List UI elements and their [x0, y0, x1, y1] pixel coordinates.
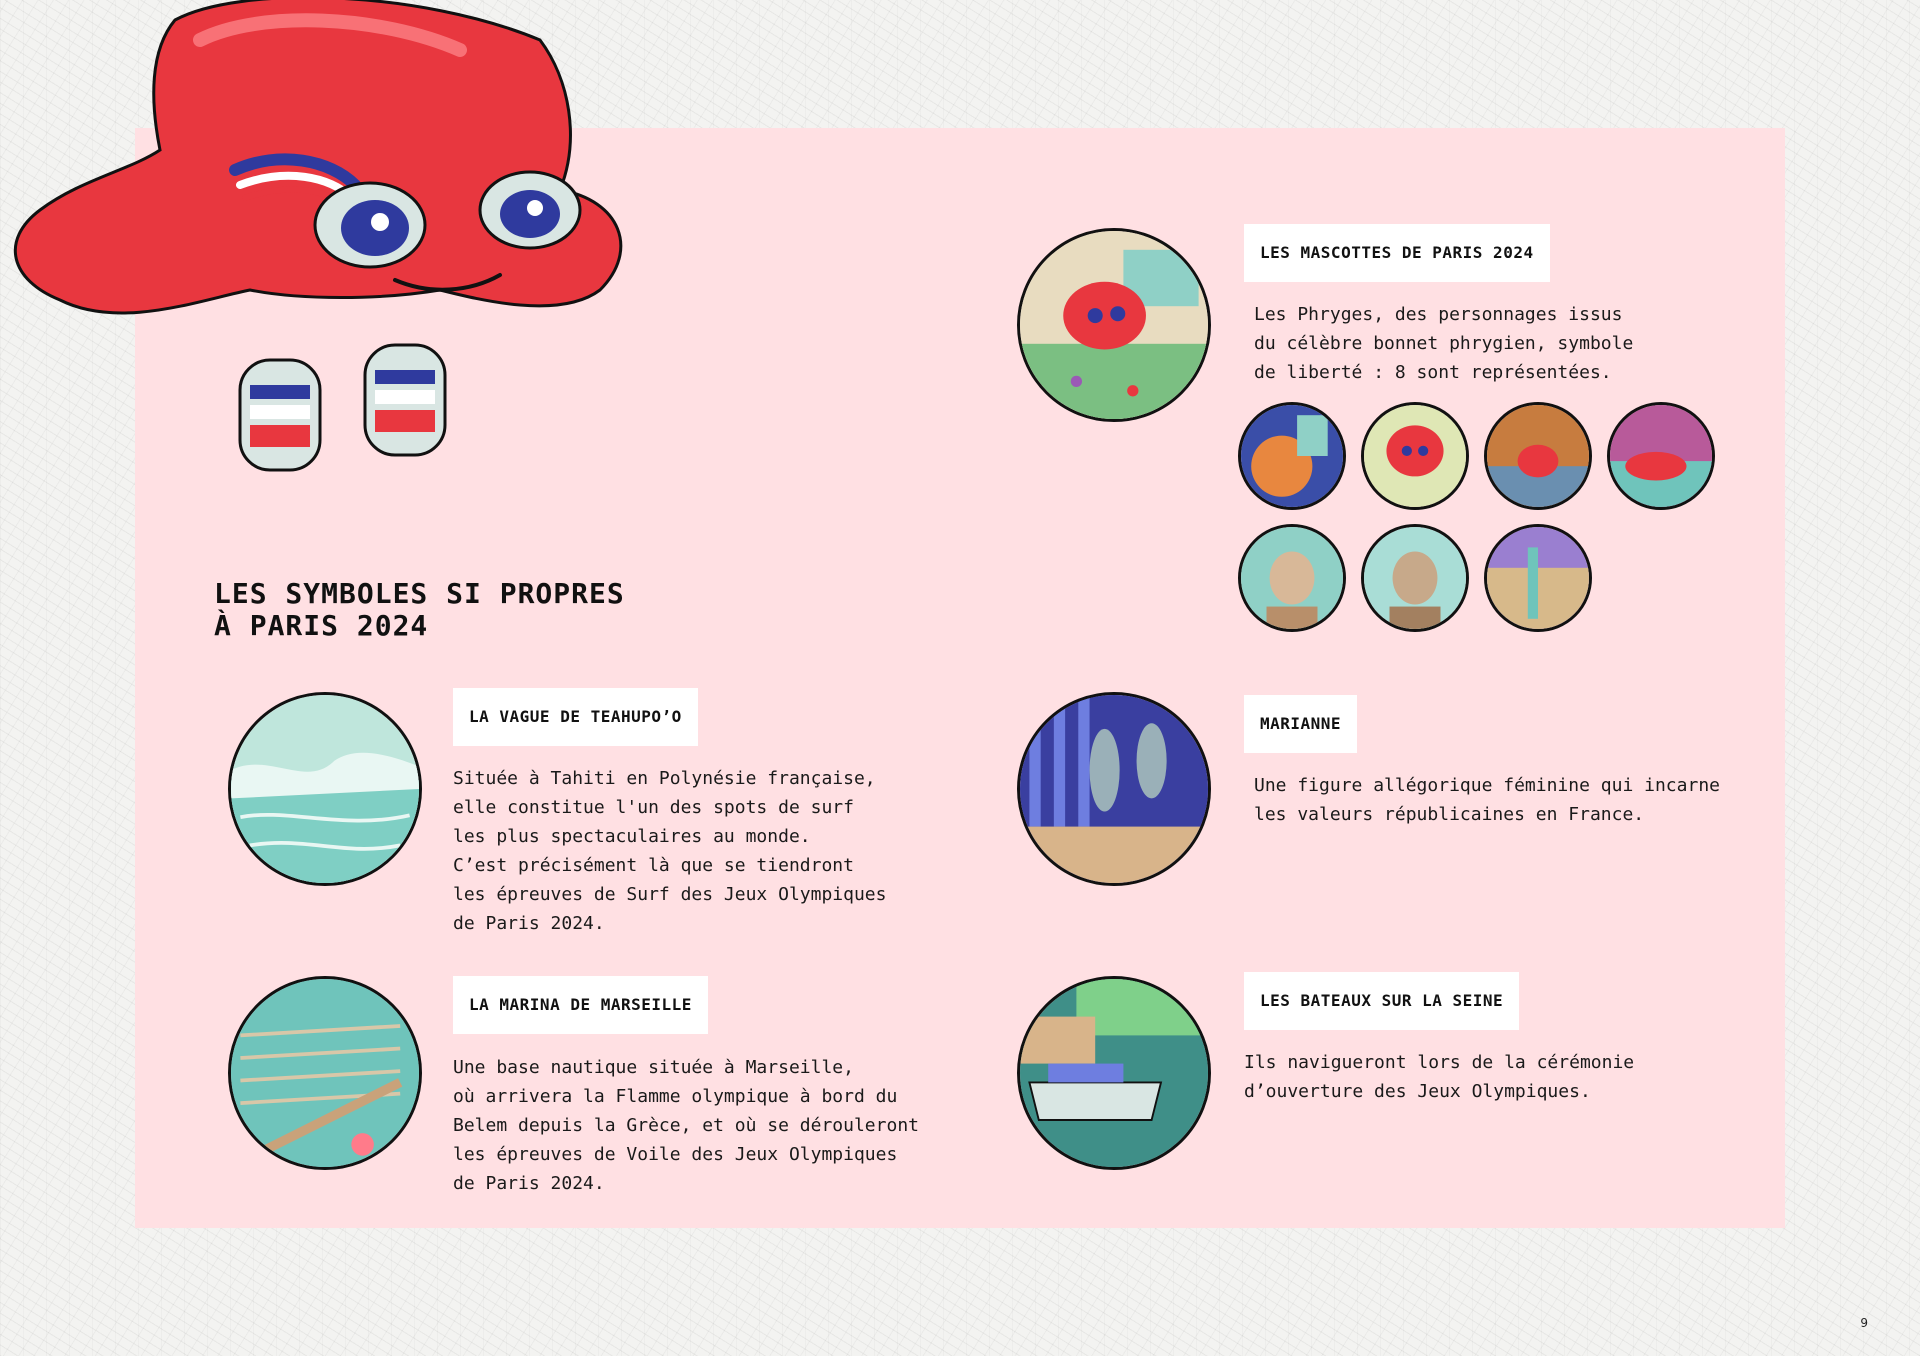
- marianne-illustration: [1017, 692, 1211, 886]
- boat-illustration: [1017, 976, 1211, 1170]
- text-marianne: Une figure allégorique féminine qui incarne les valeurs républicaines en France.: [1254, 775, 1720, 825]
- mascot-thumb-6: [1361, 524, 1469, 632]
- marina-illustration: [228, 976, 422, 1170]
- section-title: LES SYMBOLES SI PROPRES À PARIS 2024: [214, 577, 625, 642]
- mascot-thumb-5: [1238, 524, 1346, 632]
- mascot-thumb-2: [1361, 402, 1469, 510]
- page-number: 9: [1860, 1316, 1868, 1330]
- text-marina: Une base nautique située à Marseille, où arrivera la Flamme olympique à bord du Belem depuis la Grèce, et où se dérouleront les épreuves de Voile des Jeux Olympiques de Paris 2024.: [453, 1057, 919, 1194]
- mascot-thumb-4: [1607, 402, 1715, 510]
- text-mascottes: Les Phryges, des personnages issus du célèbre bonnet phrygien, symbole de liberté : 8 sont représentées.: [1254, 304, 1634, 383]
- mascot-thumb-7: [1484, 524, 1592, 632]
- label-bateaux: LES BATEAUX SUR LA SEINE: [1244, 972, 1519, 1030]
- mascot-thumb-1: [1238, 402, 1346, 510]
- label-mascottes: LES MASCOTTES DE PARIS 2024: [1244, 224, 1550, 282]
- text-bateaux: Ils navigueront lors de la cérémonie d’ouverture des Jeux Olympiques.: [1244, 1052, 1635, 1102]
- text-teahupoo: Située à Tahiti en Polynésie française, elle constitue l'un des spots de surf les plus spectaculaires au monde. C’est précisément là que se tiendront les épreuves de Surf des Jeux Olympiques de Paris 2024.: [453, 768, 887, 934]
- mascot-scene-illustration: [1017, 228, 1211, 422]
- label-teahupoo: LA VAGUE DE TEAHUPO’O: [453, 688, 698, 746]
- label-marianne: MARIANNE: [1244, 695, 1357, 753]
- mascot-thumb-3: [1484, 402, 1592, 510]
- mascot-phryge-illustration: [0, 0, 640, 500]
- wave-illustration: [228, 692, 422, 886]
- label-marina: LA MARINA DE MARSEILLE: [453, 976, 708, 1034]
